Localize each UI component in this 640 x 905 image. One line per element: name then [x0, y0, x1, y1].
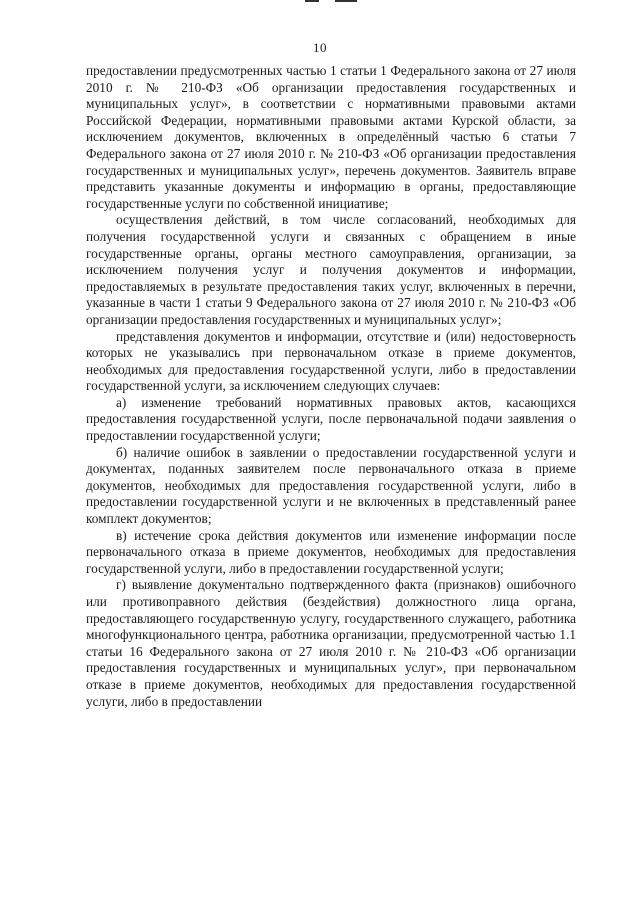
list-item-a: а) изменение требований нормативных правовых актов, касающихся предоставления государственной услуги, после первоначальной подачи заявления о предоставлении государственной услуги;: [86, 394, 576, 444]
list-item-g: г) выявление документально подтвержденного факта (признаков) ошибочного или противоправного действия (бездействия) должностного лица органа, предоставляющего государственную услугу, государственного служащего, работника многофункционального центра, работника организации, предусмотренной частью 1.1 статьи 16 Федерального закона от 27 июля 2010 г. № 210-ФЗ «Об организации предоставления государственных и муниципальных услуг», при первоначальном отказе в приеме документов, необходимых для предоставления государственной услуги, либо в предоставлении: [86, 577, 576, 709]
paragraph-actions: осуществления действий, в том числе согласований, необходимых для получения государственной услуги и связанных с обращением в иные государственные органы, органы местного самоуправления, организации, за исключением получения услуг и получения документов и информации, предоставляемых в результате предоставления таких услуг, включенных в перечни, указанные в части 1 статьи 9 Федерального закона от 27 июля 2010 г. № 210-ФЗ «Об организации предоставления государственных и муниципальных услуг»;: [86, 212, 576, 327]
page-number: 10: [313, 40, 327, 55]
edge-mark: [305, 0, 319, 2]
body-text: [86, 63, 576, 710]
edge-mark: [335, 0, 357, 2]
paragraph-continuation: предоставлении предусмотренных частью 1 статьи 1 Федерального закона от 27 июля 2010 г. № 210-ФЗ «Об организации предоставления государственных и муниципальных услуг», в соответствии с нормативными правовыми актами Российской Федерации, нормативными правовыми актами Курской области, за исключением документов, включенных в определённый частью 6 статьи 7 Федерального закона от 27 июля 2010 г. № 210-ФЗ «Об организации предоставления государственных и муниципальных услуг», перечень документов. Заявитель вправе представить указанные документы и информацию в органы, предоставляющие государственные услуги по собственной инициативе;: [86, 63, 576, 211]
list-item-v: в) истечение срока действия документов или изменение информации после первоначального отказа в приеме документов, необходимых для предоставления государственной услуги, либо в предоставлении государственной услуги;: [86, 527, 576, 576]
top-edge-marks: [305, 0, 365, 6]
paragraph-documents: представления документов и информации, отсутствие и (или) недостоверность которых не указывались при первоначальном отказе в приеме документов, необходимых для предоставления государственной услуги, либо в предоставлении государственной услуги, за исключением следующих случаев:: [86, 328, 576, 394]
list-item-b: б) наличие ошибок в заявлении о предоставлении государственной услуги и документах, поданных заявителем после первоначального отказа в приеме документов, необходимых для предоставления государственной услуги, либо в предоставлении государственной услуги и не включенных в представленный ранее комплект документов;: [86, 444, 576, 527]
